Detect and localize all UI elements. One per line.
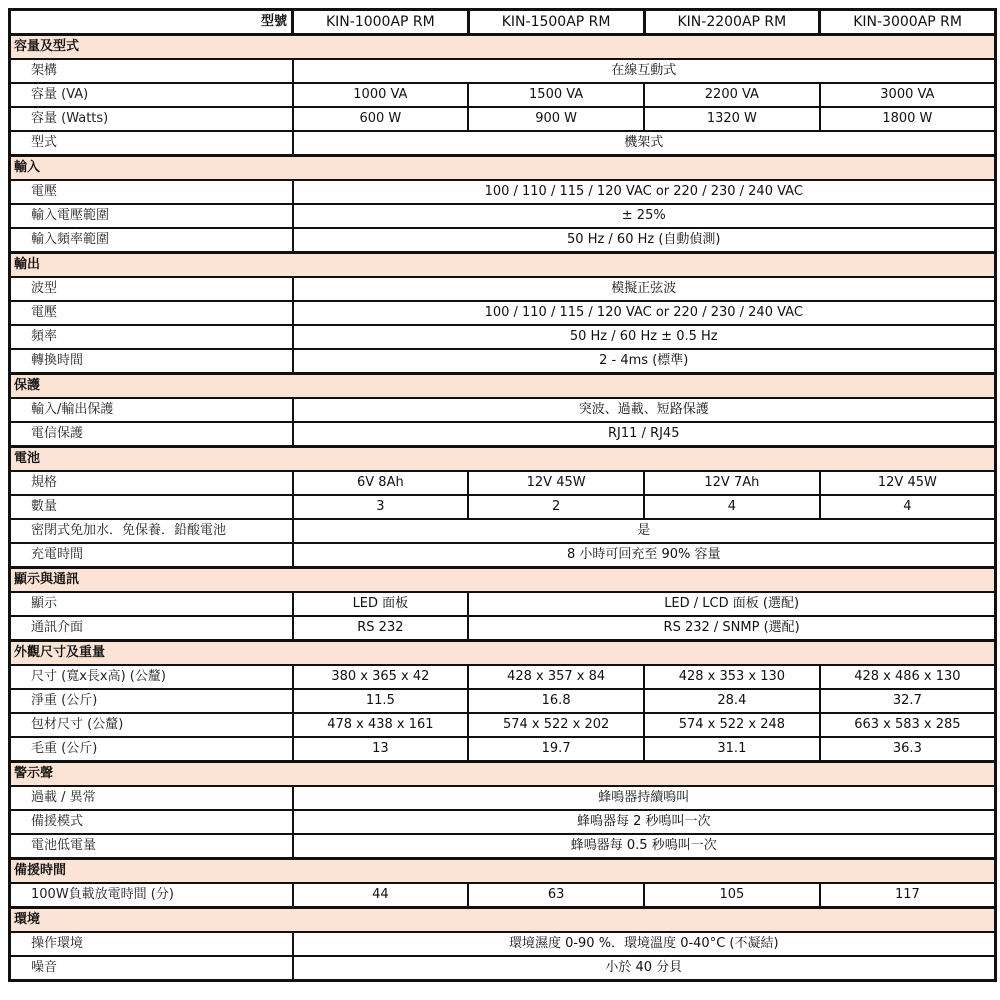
spec-label: 頻率 — [10, 325, 293, 349]
section-title: 電池 — [10, 447, 996, 472]
spec-value: 900 W — [468, 107, 644, 131]
spec-value: 663 x 583 x 285 — [820, 713, 996, 737]
spec-row — [10, 131, 996, 156]
spec-value: RJ11 / RJ45 — [293, 422, 996, 447]
spec-row — [10, 422, 996, 447]
spec-value: RS 232 / SNMP (選配) — [468, 616, 995, 641]
spec-value: 117 — [820, 883, 996, 908]
spec-value: 1800 W — [820, 107, 996, 131]
spec-label: 型式 — [10, 131, 293, 156]
spec-row — [10, 932, 996, 956]
section-header-row — [10, 35, 996, 60]
spec-row — [10, 713, 996, 737]
spec-label: 通訊介面 — [10, 616, 293, 641]
spec-label: 數量 — [10, 495, 293, 519]
spec-label: 輸入/輸出保護 — [10, 398, 293, 422]
spec-row — [10, 883, 996, 908]
spec-value: 478 x 438 x 161 — [293, 713, 469, 737]
section-title: 警示聲 — [10, 762, 996, 787]
spec-label: 100W負載放電時間 (分) — [10, 883, 293, 908]
section-header-row — [10, 641, 996, 666]
model-corner-label: 型號 — [10, 10, 293, 35]
spec-row — [10, 665, 996, 689]
spec-row — [10, 180, 996, 204]
model-header-2: KIN-1500AP RM — [468, 10, 644, 35]
spec-label: 毛重 (公斤) — [10, 737, 293, 762]
spec-value: 3000 VA — [820, 83, 996, 107]
spec-value: 428 x 353 x 130 — [644, 665, 820, 689]
spec-value: LED / LCD 面板 (選配) — [468, 592, 995, 616]
spec-value: 32.7 — [820, 689, 996, 713]
spec-value: 1320 W — [644, 107, 820, 131]
spec-value: RS 232 — [293, 616, 469, 641]
spec-label: 尺寸 (寬x長x高) (公釐) — [10, 665, 293, 689]
spec-value: 28.4 — [644, 689, 820, 713]
spec-row — [10, 737, 996, 762]
spec-value: 428 x 486 x 130 — [820, 665, 996, 689]
spec-label: 充電時間 — [10, 543, 293, 568]
spec-value: 2200 VA — [644, 83, 820, 107]
spec-value: 小於 40 分貝 — [293, 956, 996, 981]
spec-label: 淨重 (公斤) — [10, 689, 293, 713]
spec-row — [10, 616, 996, 641]
spec-label: 顯示 — [10, 592, 293, 616]
spec-value: 19.7 — [468, 737, 644, 762]
spec-value: 44 — [293, 883, 469, 908]
spec-value: 50 Hz / 60 Hz ± 0.5 Hz — [293, 325, 996, 349]
spec-value: 機架式 — [293, 131, 996, 156]
spec-label: 容量 (VA) — [10, 83, 293, 107]
spec-value: 4 — [820, 495, 996, 519]
spec-value: 36.3 — [820, 737, 996, 762]
spec-value: 100 / 110 / 115 / 120 VAC or 220 / 230 / 240 VAC — [293, 180, 996, 204]
spec-value: 11.5 — [293, 689, 469, 713]
spec-label: 電池低電量 — [10, 834, 293, 859]
spec-value: 600 W — [293, 107, 469, 131]
section-title: 備援時間 — [10, 859, 996, 884]
spec-row — [10, 325, 996, 349]
section-header-row — [10, 253, 996, 278]
spec-value: 12V 45W — [468, 471, 644, 495]
spec-label: 規格 — [10, 471, 293, 495]
spec-label: 轉換時間 — [10, 349, 293, 374]
spec-value: 380 x 365 x 42 — [293, 665, 469, 689]
spec-value: 105 — [644, 883, 820, 908]
spec-value: LED 面板 — [293, 592, 469, 616]
section-title: 輸入 — [10, 156, 996, 181]
model-header-1: KIN-1000AP RM — [293, 10, 469, 35]
spec-row — [10, 592, 996, 616]
section-title: 顯示與通訊 — [10, 568, 996, 593]
spec-value: 8 小時可回充至 90% 容量 — [293, 543, 996, 568]
spec-row — [10, 301, 996, 325]
spec-value: 在線互動式 — [293, 59, 996, 83]
spec-value: 1500 VA — [468, 83, 644, 107]
spec-label: 操作環境 — [10, 932, 293, 956]
spec-value: 574 x 522 x 202 — [468, 713, 644, 737]
section-header-row — [10, 908, 996, 933]
spec-label: 包材尺寸 (公釐) — [10, 713, 293, 737]
spec-value: 6V 8Ah — [293, 471, 469, 495]
spec-value: 是 — [293, 519, 996, 543]
spec-label: 密閉式免加水．免保養．鉛酸電池 — [10, 519, 293, 543]
spec-label: 電壓 — [10, 301, 293, 325]
section-header-row — [10, 156, 996, 181]
spec-value: 100 / 110 / 115 / 120 VAC or 220 / 230 / 240 VAC — [293, 301, 996, 325]
spec-value: 13 — [293, 737, 469, 762]
spec-value: 蜂鳴器持續鳴叫 — [293, 786, 996, 810]
spec-value: 突波、過載、短路保護 — [293, 398, 996, 422]
spec-label: 輸入電壓範圍 — [10, 204, 293, 228]
section-header-row — [10, 447, 996, 472]
spec-row — [10, 956, 996, 981]
section-title: 保護 — [10, 374, 996, 399]
spec-label: 備援模式 — [10, 810, 293, 834]
section-title: 環境 — [10, 908, 996, 933]
spec-value: 574 x 522 x 248 — [644, 713, 820, 737]
spec-value: 1000 VA — [293, 83, 469, 107]
spec-row — [10, 786, 996, 810]
ups-spec-table — [8, 8, 997, 982]
section-title: 輸出 — [10, 253, 996, 278]
model-header-4: KIN-3000AP RM — [820, 10, 996, 35]
spec-row — [10, 277, 996, 301]
spec-row — [10, 471, 996, 495]
spec-value: 2 — [468, 495, 644, 519]
spec-value: 環境濕度 0-90 %．環境溫度 0-40°C (不凝結) — [293, 932, 996, 956]
spec-row — [10, 204, 996, 228]
spec-label: 噪音 — [10, 956, 293, 981]
spec-row — [10, 543, 996, 568]
section-header-row — [10, 374, 996, 399]
section-header-row — [10, 762, 996, 787]
spec-label: 波型 — [10, 277, 293, 301]
header-row — [10, 10, 996, 35]
section-title: 容量及型式 — [10, 35, 996, 60]
spec-label: 過載 / 異常 — [10, 786, 293, 810]
spec-label: 電壓 — [10, 180, 293, 204]
spec-value: 3 — [293, 495, 469, 519]
spec-row — [10, 59, 996, 83]
spec-row — [10, 398, 996, 422]
spec-value: 428 x 357 x 84 — [468, 665, 644, 689]
model-header-3: KIN-2200AP RM — [644, 10, 820, 35]
spec-value: 4 — [644, 495, 820, 519]
spec-value: ± 25% — [293, 204, 996, 228]
spec-row — [10, 228, 996, 253]
spec-row — [10, 519, 996, 543]
spec-value: 16.8 — [468, 689, 644, 713]
spec-row — [10, 834, 996, 859]
spec-row — [10, 107, 996, 131]
spec-value: 蜂鳴器每 2 秒鳴叫一次 — [293, 810, 996, 834]
spec-label: 架構 — [10, 59, 293, 83]
spec-value: 蜂鳴器每 0.5 秒鳴叫一次 — [293, 834, 996, 859]
spec-value: 31.1 — [644, 737, 820, 762]
spec-table-body — [10, 10, 996, 981]
spec-label: 電信保護 — [10, 422, 293, 447]
spec-label: 輸入頻率範圍 — [10, 228, 293, 253]
spec-value: 50 Hz / 60 Hz (自動偵測) — [293, 228, 996, 253]
section-header-row — [10, 859, 996, 884]
spec-row — [10, 495, 996, 519]
spec-value: 2 - 4ms (標準) — [293, 349, 996, 374]
section-title: 外觀尺寸及重量 — [10, 641, 996, 666]
spec-row — [10, 810, 996, 834]
spec-value: 12V 7Ah — [644, 471, 820, 495]
spec-row — [10, 83, 996, 107]
spec-value: 12V 45W — [820, 471, 996, 495]
spec-row — [10, 349, 996, 374]
spec-value: 63 — [468, 883, 644, 908]
spec-value: 模擬正弦波 — [293, 277, 996, 301]
section-header-row — [10, 568, 996, 593]
spec-row — [10, 689, 996, 713]
spec-label: 容量 (Watts) — [10, 107, 293, 131]
